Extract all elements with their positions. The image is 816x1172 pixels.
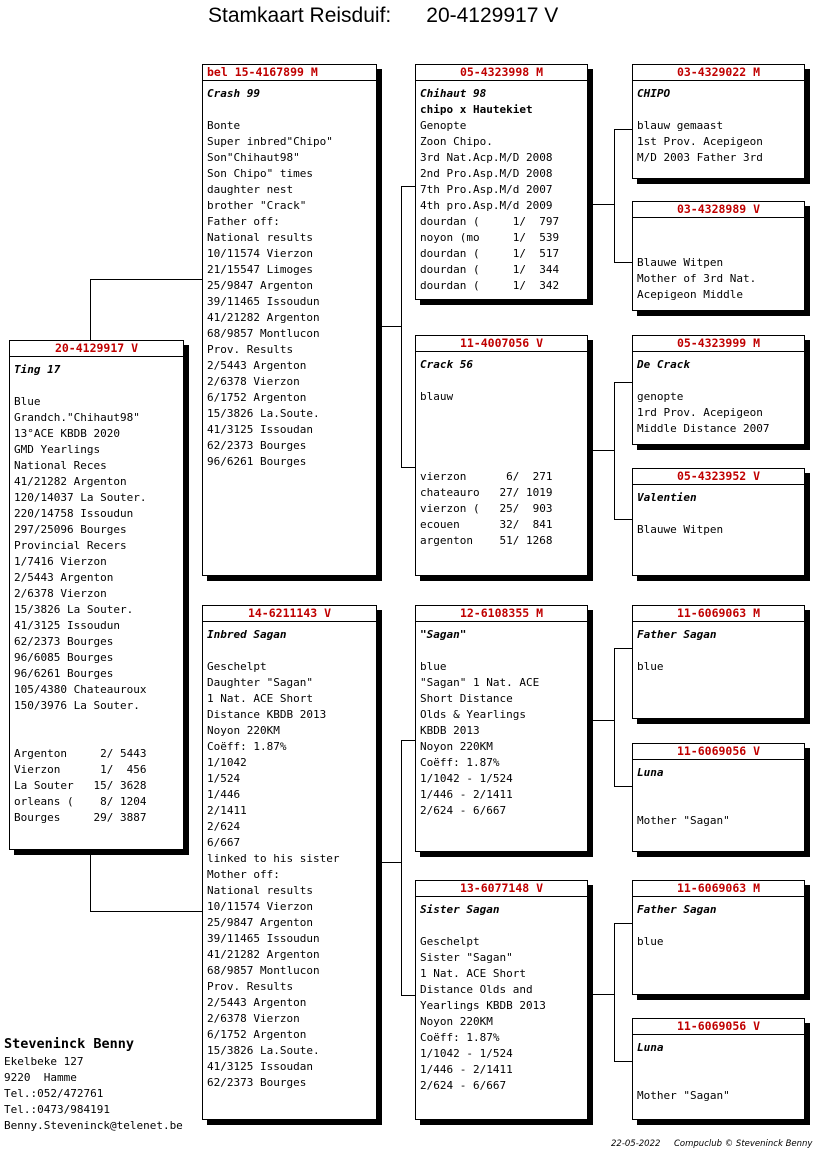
info-line: 1/1042	[207, 756, 247, 769]
info-line: blue	[420, 660, 447, 673]
connector-line	[614, 129, 632, 130]
ring-number: 13-6077148 V	[416, 881, 587, 897]
info-line: 6/1752 Argenton	[207, 391, 307, 404]
pigeon-card-mf	[415, 605, 588, 852]
ring-number: 05-4323999 M	[633, 336, 804, 352]
info-line: blauw	[420, 390, 454, 403]
ring-number: 14-6211143 V	[203, 606, 376, 622]
pigeon-info	[633, 659, 804, 675]
pigeon-info	[10, 394, 183, 714]
info-line: Ekelbeke 127	[4, 1055, 84, 1068]
info-line: 62/2373 Bourges	[207, 439, 307, 452]
pigeon-info	[633, 813, 804, 829]
info-line: Son Chipo" times	[207, 167, 313, 180]
pigeon-name: Luna	[637, 1041, 664, 1054]
info-line: 2/6378 Vierzon	[207, 375, 300, 388]
info-line: Coëff: 1.87%	[207, 740, 287, 753]
owner-block	[4, 1034, 183, 1134]
connector-line	[90, 279, 204, 280]
connector-line	[614, 382, 615, 520]
info-line: Yearlings KBDB 2013	[420, 999, 546, 1012]
info-line: 21/15547 Limoges	[207, 263, 313, 276]
info-line: 2/6378 Vierzon	[207, 1012, 300, 1025]
connector-line	[614, 923, 615, 1062]
connector-line	[614, 1061, 632, 1062]
pigeon-name: Crash 99	[207, 87, 260, 100]
info-line: Olds & Yearlings	[420, 708, 526, 721]
info-line: Mother off:	[207, 868, 280, 881]
connector-line	[614, 382, 632, 383]
title-label: Stamkaart Reisduif:	[208, 4, 392, 27]
connector-line	[90, 852, 91, 912]
info-line: linked to his sister	[207, 852, 340, 865]
info-line: Sister "Sagan"	[420, 951, 513, 964]
pigeon-name: CHIPO	[637, 87, 671, 100]
info-line: 68/9857 Montlucon	[207, 964, 320, 977]
info-line: 15/3826 La Souter.	[14, 603, 134, 616]
pigeon-info	[416, 118, 587, 294]
connector-line	[593, 204, 615, 205]
info-line: 39/11465 Issoudun	[207, 295, 320, 308]
info-line: Provincial Recers	[14, 539, 127, 552]
pigeon-card-mff	[632, 605, 805, 719]
owner-name: Steveninck Benny	[4, 1036, 135, 1052]
ring-number: 20-4129917 V	[10, 341, 183, 357]
ring-number: 05-4323998 M	[416, 65, 587, 81]
pigeon-parents: chipo x Hautekiet	[420, 103, 533, 116]
info-line: GMD Yearlings	[14, 443, 101, 456]
info-line: Father off:	[207, 215, 280, 228]
info-line: 15/3826 La.Soute.	[207, 1044, 320, 1057]
footer-credit: Compuclub © Steveninck Benny	[674, 1139, 813, 1149]
info-line: Coëff: 1.87%	[420, 1031, 500, 1044]
info-line: Argenton 2/ 5443	[14, 747, 147, 760]
connector-line	[593, 994, 615, 995]
pigeon-info	[416, 934, 587, 1094]
info-line: Mother of 3rd Nat.	[637, 272, 757, 285]
connector-line	[401, 186, 402, 468]
ring-number: 11-6069056 V	[633, 1019, 804, 1035]
info-line: Middle Distance 2007	[637, 422, 770, 435]
info-line: 41/21282 Argenton	[14, 475, 127, 488]
info-line: brother "Crack"	[207, 199, 307, 212]
pigeon-card-mmf	[632, 880, 805, 995]
info-line: 1 Nat. ACE Short	[207, 692, 313, 705]
info-line: Noyon 220KM	[207, 724, 280, 737]
info-line: National results	[207, 231, 313, 244]
info-line: Distance KBDB 2013	[207, 708, 327, 721]
page-title	[208, 4, 558, 28]
info-line: 10/11574 Vierzon	[207, 247, 313, 260]
info-line: blue	[637, 935, 664, 948]
info-line: Geschelpt	[420, 935, 480, 948]
ring-number: 11-6069063 M	[633, 881, 804, 897]
pigeon-info	[633, 1088, 804, 1104]
info-line: 25/9847 Argenton	[207, 916, 313, 929]
info-line: dourdan ( 1/ 344	[420, 263, 560, 276]
connector-line	[614, 648, 632, 649]
pigeon-name: Chihaut 98	[420, 87, 487, 100]
owner-contact	[4, 1054, 183, 1134]
info-line: 96/6261 Bourges	[207, 455, 307, 468]
connector-line	[614, 129, 615, 263]
info-line: Bonte	[207, 119, 241, 132]
pigeon-results	[10, 746, 183, 826]
info-line: 150/3976 La Souter.	[14, 699, 140, 712]
info-line: argenton 51/ 1268	[420, 534, 553, 547]
pigeon-card-father	[202, 64, 377, 576]
pigeon-name: De Crack	[637, 358, 690, 371]
info-line: 41/3125 Issoudan	[207, 1060, 313, 1073]
info-line: blauw gemaast	[637, 119, 724, 132]
pigeon-info	[633, 389, 804, 437]
info-line: 25/9847 Argenton	[207, 279, 313, 292]
info-line: 10/11574 Vierzon	[207, 900, 313, 913]
info-line: 2/624 - 6/667	[420, 804, 507, 817]
info-line: genopte	[637, 390, 684, 403]
info-line: Blauwe Witpen	[637, 256, 724, 269]
connector-line	[90, 911, 204, 912]
info-line: La Souter 15/ 3628	[14, 779, 147, 792]
info-line: 220/14758 Issoudun	[14, 507, 134, 520]
connector-line	[614, 786, 632, 787]
info-line: 62/2373 Bourges	[207, 1076, 307, 1089]
info-line: 15/3826 La.Soute.	[207, 407, 320, 420]
info-line: 39/11465 Issoudun	[207, 932, 320, 945]
info-line: 62/2373 Bourges	[14, 635, 114, 648]
info-line: 2nd Pro.Asp.M/D 2008	[420, 167, 553, 180]
ring-number: bel 15-4167899 M	[203, 65, 376, 81]
info-line: Benny.Steveninck@telenet.be	[4, 1119, 183, 1132]
info-line: Daughter "Sagan"	[207, 676, 313, 689]
info-line: vierzon ( 25/ 903	[420, 502, 553, 515]
info-line: Zoon Chipo.	[420, 135, 493, 148]
pigeon-info	[203, 118, 376, 470]
pigeon-name: Inbred Sagan	[207, 628, 287, 641]
pigeon-name: Father Sagan	[637, 628, 717, 641]
info-line: Tel.:0473/984191	[4, 1103, 110, 1116]
pigeon-card-mfm	[632, 743, 805, 852]
info-line: 2/5443 Argenton	[207, 996, 307, 1009]
info-line: blue	[637, 660, 664, 673]
footer-date: 22-05-2022	[611, 1139, 661, 1149]
connector-line	[382, 326, 402, 327]
info-line: Super inbred"Chipo"	[207, 135, 333, 148]
info-line: Acepigeon Middle	[637, 288, 743, 301]
info-line: 41/21282 Argenton	[207, 948, 320, 961]
info-line: noyon (mo 1/ 539	[420, 231, 560, 244]
pigeon-card-fmf	[632, 335, 805, 445]
pigeon-card-ffm	[632, 201, 805, 311]
pigeon-name: Valentien	[637, 491, 697, 504]
ring-number: 03-4329022 M	[633, 65, 804, 81]
pigeon-info	[633, 934, 804, 950]
info-line: 1 Nat. ACE Short	[420, 967, 526, 980]
connector-line	[614, 519, 632, 520]
connector-line	[614, 648, 615, 787]
ring-number: 12-6108355 M	[416, 606, 587, 622]
info-line: daughter nest	[207, 183, 294, 196]
info-line: Mother "Sagan"	[637, 814, 730, 827]
info-line: 2/624	[207, 820, 241, 833]
connector-line	[593, 450, 615, 451]
info-line: 1/524	[207, 772, 241, 785]
info-line: Prov. Results	[207, 980, 294, 993]
info-line: Grandch."Chihaut98"	[14, 411, 140, 424]
pigeon-name: Sister Sagan	[420, 903, 500, 916]
pigeon-info	[633, 255, 804, 303]
info-line: 297/25096 Bourges	[14, 523, 127, 536]
info-line: dourdan ( 1/ 342	[420, 279, 560, 292]
info-line: orleans ( 8/ 1204	[14, 795, 147, 808]
info-line: 2/5443 Argenton	[207, 359, 307, 372]
ring-number: 11-6069063 M	[633, 606, 804, 622]
info-line: 3rd Nat.Acp.M/D 2008	[420, 151, 553, 164]
info-line: 96/6261 Bourges	[14, 667, 114, 680]
info-line: 1/446	[207, 788, 241, 801]
pigeon-card-mother	[202, 605, 377, 1120]
ring-number: 11-6069056 V	[633, 744, 804, 760]
info-line: KBDB 2013	[420, 724, 480, 737]
pigeon-results	[416, 469, 587, 549]
info-line: Tel.:052/472761	[4, 1087, 104, 1100]
info-line: Noyon 220KM	[420, 740, 493, 753]
info-line: Distance Olds and	[420, 983, 533, 996]
info-line: 7th Pro.Asp.M/d 2007	[420, 183, 553, 196]
connector-line	[401, 995, 415, 996]
info-line: 41/3125 Issoudan	[207, 423, 313, 436]
pigeon-name: "Sagan"	[420, 628, 467, 641]
connector-line	[614, 262, 632, 263]
info-line: 9220 Hamme	[4, 1071, 77, 1084]
info-line: 1/7416 Vierzon	[14, 555, 107, 568]
info-line: 41/3125 Issoudun	[14, 619, 120, 632]
connector-line	[382, 862, 402, 863]
info-line: Short Distance	[420, 692, 513, 705]
info-line: 13°ACE KBDB 2020	[14, 427, 120, 440]
info-line: 68/9857 Montlucon	[207, 327, 320, 340]
info-line: 2/624 - 6/667	[420, 1079, 507, 1092]
connector-line	[401, 186, 415, 187]
info-line: 1st Prov. Acepigeon	[637, 135, 763, 148]
connector-line	[593, 720, 615, 721]
info-line: 1/446 - 2/1411	[420, 1063, 513, 1076]
info-line: 41/21282 Argenton	[207, 311, 320, 324]
connector-line	[614, 923, 632, 924]
info-line: National Reces	[14, 459, 107, 472]
info-line: dourdan ( 1/ 797	[420, 215, 560, 228]
pigeon-name: Crack 56	[420, 358, 473, 371]
title-ring: 20-4129917 V	[426, 4, 559, 27]
info-line: Son"Chihaut98"	[207, 151, 300, 164]
info-line: Geschelpt	[207, 660, 267, 673]
info-line: chateauro 27/ 1019	[420, 486, 553, 499]
pigeon-card-fmm	[632, 468, 805, 576]
info-line: Blauwe Witpen	[637, 523, 724, 536]
ring-number: 03-4328989 V	[633, 202, 804, 218]
info-line: 1/1042 - 1/524	[420, 772, 513, 785]
pigeon-name: Luna	[637, 766, 664, 779]
info-line: 6/667	[207, 836, 241, 849]
info-line: vierzon 6/ 271	[420, 470, 553, 483]
pigeon-card-fm	[415, 335, 588, 576]
pigeon-name: Ting 17	[14, 363, 61, 376]
connector-line	[401, 740, 402, 996]
pigeon-info	[203, 659, 376, 1091]
connector-line	[90, 279, 91, 340]
info-line: Prov. Results	[207, 343, 294, 356]
info-line: 4th pro.Asp.M/d 2009	[420, 199, 553, 212]
pigeon-info	[633, 522, 804, 538]
info-line: 2/6378 Vierzon	[14, 587, 107, 600]
connector-line	[401, 740, 415, 741]
pigeon-card-mmm	[632, 1018, 805, 1120]
info-line: Genopte	[420, 119, 467, 132]
info-line: 96/6085 Bourges	[14, 651, 114, 664]
info-line: Noyon 220KM	[420, 1015, 493, 1028]
info-line: 120/14037 La Souter.	[14, 491, 147, 504]
info-line: 1/1042 - 1/524	[420, 1047, 513, 1060]
ring-number: 05-4323952 V	[633, 469, 804, 485]
pigeon-info	[633, 118, 804, 166]
pigeon-card-fff	[632, 64, 805, 179]
info-line: dourdan ( 1/ 517	[420, 247, 560, 260]
info-line: "Sagan" 1 Nat. ACE	[420, 676, 540, 689]
info-line: Vierzon 1/ 456	[14, 763, 147, 776]
info-line: 2/5443 Argenton	[14, 571, 114, 584]
pigeon-card-mm	[415, 880, 588, 1120]
pigeon-card-subject	[9, 340, 184, 850]
info-line: Bourges 29/ 3887	[14, 811, 147, 824]
info-line: 2/1411	[207, 804, 247, 817]
info-line: M/D 2003 Father 3rd	[637, 151, 763, 164]
ring-number: 11-4007056 V	[416, 336, 587, 352]
info-line: National results	[207, 884, 313, 897]
info-line: 1/446 - 2/1411	[420, 788, 513, 801]
info-line: 1rd Prov. Acepigeon	[637, 406, 763, 419]
info-line: Coëff: 1.87%	[420, 756, 500, 769]
info-line: 6/1752 Argenton	[207, 1028, 307, 1041]
pigeon-info	[416, 659, 587, 819]
pigeon-card-ff	[415, 64, 588, 300]
pigeon-name: Father Sagan	[637, 903, 717, 916]
connector-line	[401, 467, 415, 468]
info-line: Blue	[14, 395, 41, 408]
info-line: Mother "Sagan"	[637, 1089, 730, 1102]
info-line: ecouen 32/ 841	[420, 518, 553, 531]
info-line: 105/4380 Chateauroux	[14, 683, 147, 696]
pigeon-info	[416, 389, 587, 405]
